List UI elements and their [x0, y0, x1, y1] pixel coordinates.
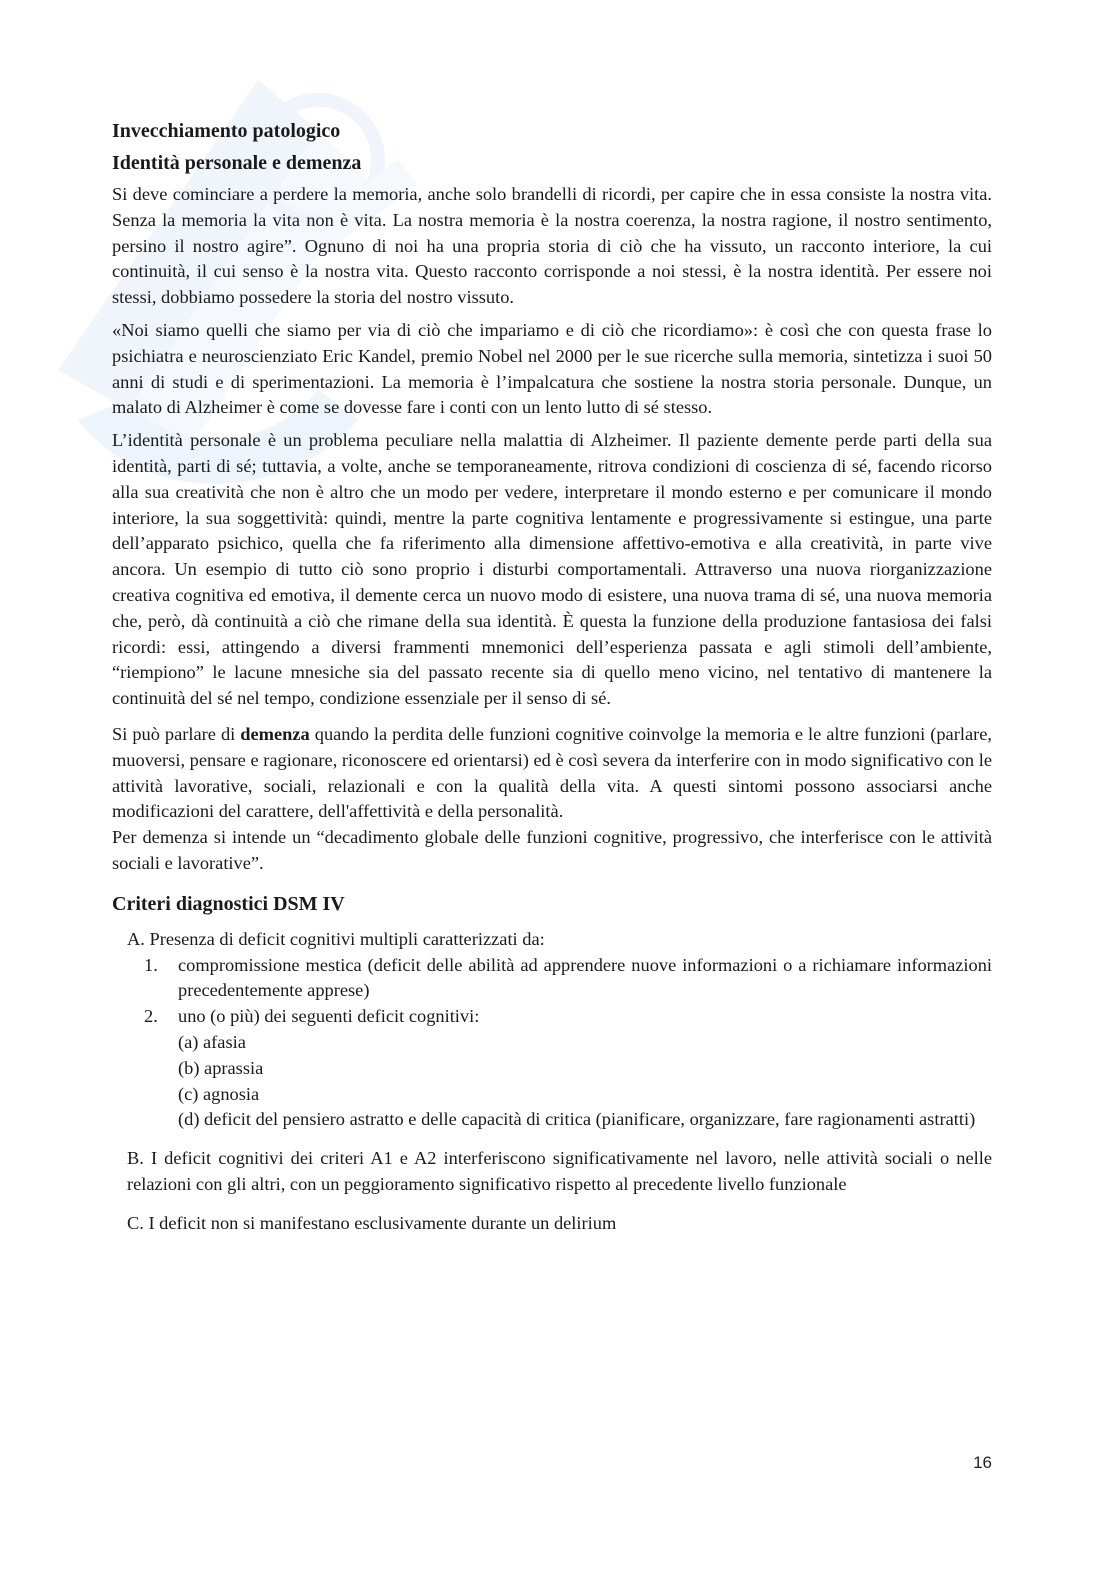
sub-item-pensiero-astratto: (d) deficit del pensiero astratto e delle capacità di critica (pianificare, organizzare, fare ragionamenti astratti) [178, 1109, 976, 1130]
paragraph-demenza [112, 722, 992, 825]
list-number: 1. [144, 954, 158, 975]
sub-item-agnosia: (c) agnosia [178, 1083, 260, 1104]
criterion-a-item-1 [127, 953, 992, 1005]
paragraph-memoria: Si deve cominciare a perdere la memoria, anche solo brandelli di ricordi, per capire che in essa consiste la nostra vita. Senza la memoria la vita non è vita. La nostra memoria è la nostra coerenza, la nostra ragione, il nostro sentimento, persino il nostro agire”. Ognuno di noi ha una propria storia di ciò che ha vissuto, un racconto interiore, la cui continuità, il cui senso è la nostra vita. Questo racconto corrisponde a noi stessi, è la nostra identità. Per essere noi stessi, dobbiamo possedere la storia del nostro vissuto. [112, 184, 992, 308]
page-content [112, 118, 992, 1249]
sub-item-afasia: (a) afasia [178, 1031, 246, 1052]
criterion-a-item-2 [127, 1004, 992, 1030]
paragraph-definizione: Per demenza si intende un “decadimento globale delle funzioni cognitive, progressivo, che interferisce con le attività sociali e lavorative”. [112, 827, 992, 873]
list-number: 2. [144, 1006, 158, 1027]
criterion-b: B. I deficit cognitivi dei criteri A1 e A2 interferiscono significativamente nel lavoro, nelle attività sociali o nelle relazioni con gli altri, con un peggioramento significativo rispetto al precedente livello funzionale [127, 1148, 992, 1194]
demenza-bold-term: demenza [240, 723, 310, 744]
criterion-a2-sublist [112, 1030, 992, 1133]
list-item-text: uno (o più) dei seguenti deficit cognitivi: [178, 1006, 480, 1027]
paragraph-kandel: «Noi siamo quelli che siamo per via di ciò che impariamo e di ciò che ricordiamo»: è così che con questa frase lo psichiatra e neuroscienziato Eric Kandel, premio Nobel nel 2000 per le sue ricerche sulla memoria, sintetizza i suoi 50 anni di studi e di sperimentazioni. La memoria è l’impalcatura che sostiene la nostra storia personale. Dunque, un malato di Alzheimer è come se dovesse fare i conti con un lento lutto di sé stesso. [112, 319, 992, 418]
heading-invecchiamento-patologico: Invecchiamento patologico [112, 120, 341, 142]
criterion-a: A. Presenza di deficit cognitivi multipli caratterizzati da: [127, 928, 545, 949]
list-item-text: compromissione mestica (deficit delle abilità ad apprendere nuove informazioni o a richiamare informazioni precedentemente apprese) [178, 954, 992, 1001]
heading-criteri-dsm: Criteri diagnostici DSM IV [112, 892, 345, 915]
sub-item-aprassia: (b) aprassia [178, 1057, 264, 1078]
demenza-text-after: quando la perdita delle funzioni cognitive coinvolge la memoria e le altre funzioni (parlare, muoversi, pensare e ragionare, riconoscere ed orientarsi) ed è così severa da interferire con in modo significativo con le attività lavorative, sociali, relazionali e con la qualità della vita. A questi sintomi possono associarsi anche modificazioni del carattere, dell'affettività e della personalità. [112, 723, 992, 822]
paragraph-identita-alzheimer: L’identità personale è un problema peculiare nella malattia di Alzheimer. Il paziente demente perde parti della sua identità, parti di sé; tuttavia, a volte, anche se temporaneamente, ritrova condizioni di coscienza di sé, facendo ricorso alla sua creatività che non è altro che un modo per vedere, interpretare il mondo esterno e per comunicare il mondo interiore, la sua soggettività: quindi, mentre la parte cognitiva lentamente e progressivamente si estingue, una parte dell’apparato psichico, quella che fa riferimento alla dimensione affettivo-emotiva e alla creatività, in parte vive ancora. Un esempio di tutto ciò sono proprio i disturbi comportamentali. Attraverso una nuova riorganizzazione creativa cognitiva ed emotiva, il demente cerca un nuovo modo di esistere, una nuova trama di sé, una nuova memoria che, però, dà continuità a ciò che rimane della sua identità. È questa la funzione della produzione fantasiosa dei falsi ricordi: essi, attingendo a diversi frammenti mnemonici dell’esperienza passata e agli stimoli dell’ambiente, “riempiono” le lacune mnesiche sia del passato recente sia di quello meno vicino, nel tentativo di mantenere la continuità del sé nel tempo, condizione essenziale per il senso di sé. [112, 430, 992, 709]
page-number: 16 [973, 1453, 992, 1472]
criterion-c: C. I deficit non si manifestano esclusivamente durante un delirium [127, 1212, 617, 1233]
demenza-text-before: Si può parlare di [112, 723, 241, 744]
heading-identita-personale: Identità personale e demenza [112, 152, 362, 174]
